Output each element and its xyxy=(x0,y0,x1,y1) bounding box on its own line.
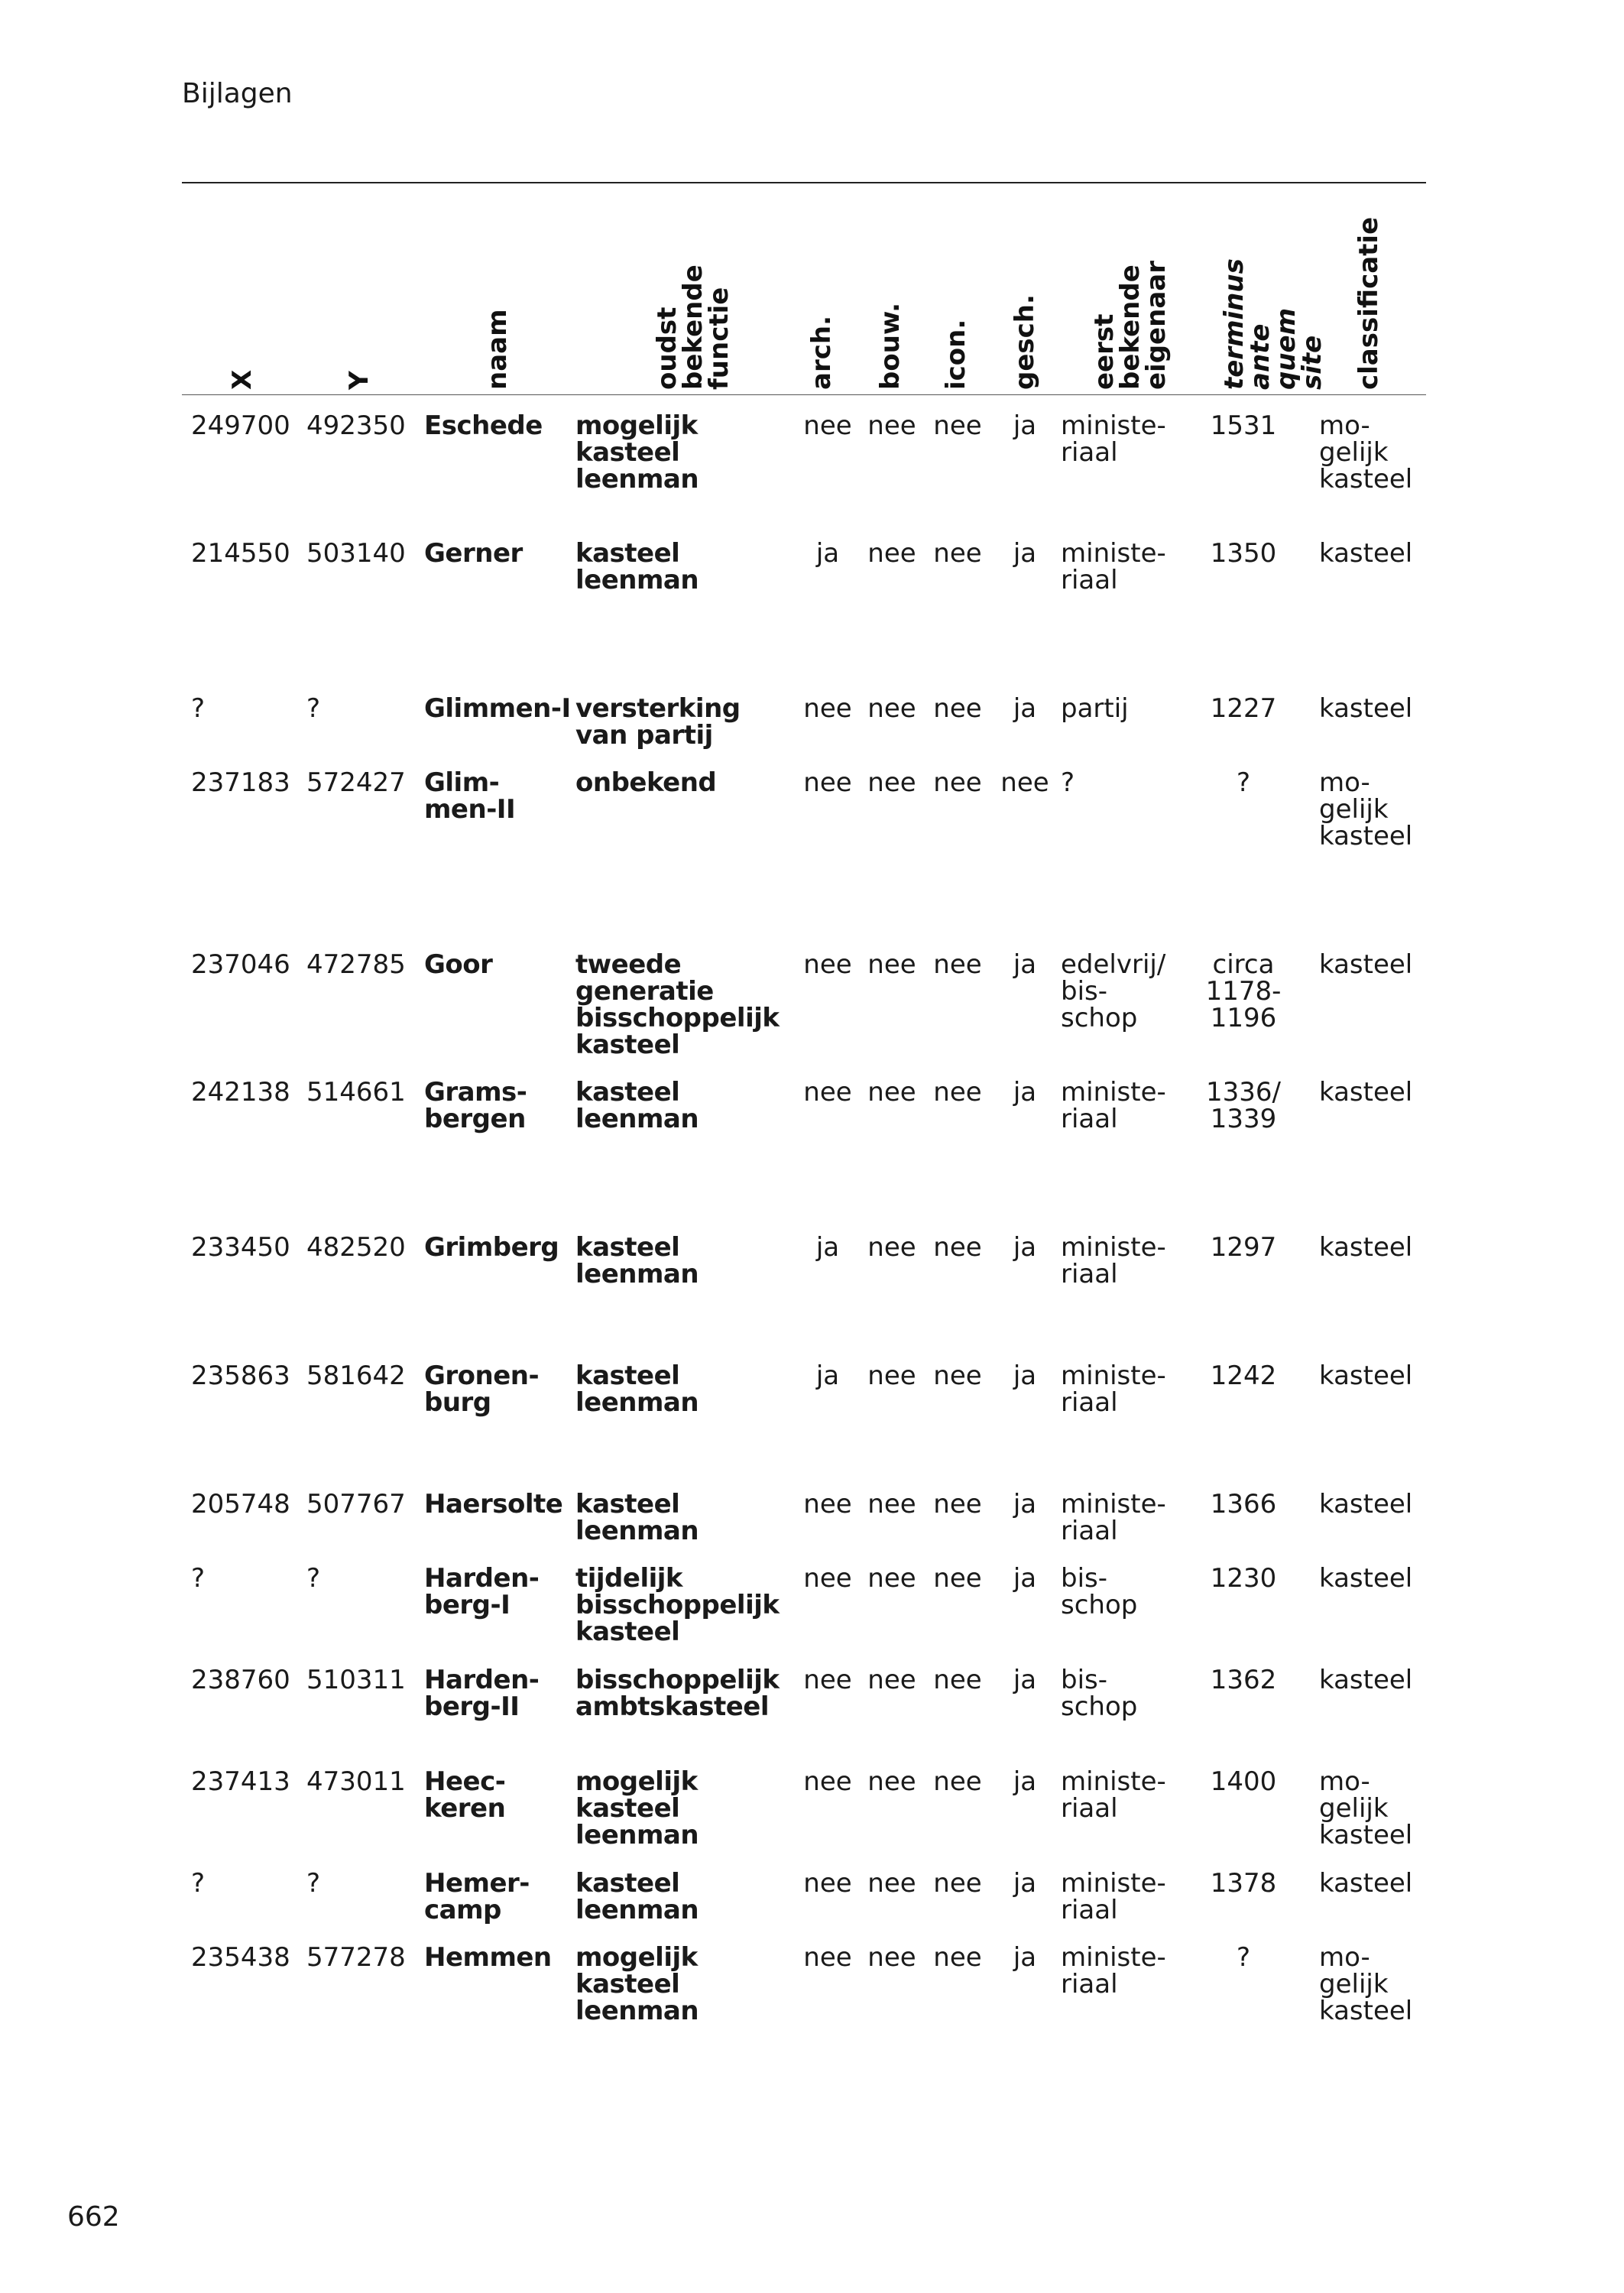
cell-y: 503140 xyxy=(306,538,406,569)
cell-naam: Haersolte xyxy=(424,1489,563,1519)
cell-eigenaar: ministe- riaal xyxy=(1061,1942,1166,1999)
cell-functie: kasteel leenman xyxy=(575,1489,699,1546)
header-bouw: bouw. xyxy=(875,302,906,390)
cell-eigenaar: ministe- riaal xyxy=(1061,1489,1166,1546)
cell-eigenaar: ministe- riaal xyxy=(1061,538,1166,595)
header-gesch-cell xyxy=(1012,190,1073,390)
header-y-cell xyxy=(346,190,407,390)
cell-taq: ? xyxy=(1236,767,1251,798)
cell-taq: 1531 xyxy=(1210,410,1277,441)
cell-x: ? xyxy=(191,1868,206,1899)
cell-arch: nee xyxy=(803,949,852,980)
cell-y: 510311 xyxy=(306,1665,406,1695)
cell-x: 237046 xyxy=(191,949,290,980)
cell-icon: nee xyxy=(933,1563,982,1594)
cell-arch: nee xyxy=(803,410,852,441)
cell-y: 472785 xyxy=(306,949,406,980)
cell-eigenaar: bis- schop xyxy=(1061,1563,1138,1620)
cell-taq: circa 1178- 1196 xyxy=(1205,949,1282,1033)
cell-y: 473011 xyxy=(306,1766,406,1797)
cell-y: ? xyxy=(306,1868,321,1899)
cell-eigenaar: ministe- riaal xyxy=(1061,1232,1166,1289)
header-gesch: gesch. xyxy=(1010,294,1040,390)
cell-x: 249700 xyxy=(191,410,290,441)
cell-functie: tijdelijk bisschoppelijk kasteel xyxy=(575,1563,780,1647)
header-functie-cell xyxy=(652,190,734,390)
cell-eigenaar: ? xyxy=(1061,767,1075,798)
cell-bouw: nee xyxy=(867,1766,916,1797)
cell-y: 507767 xyxy=(306,1489,406,1519)
cell-x: 205748 xyxy=(191,1489,290,1519)
cell-taq: 1227 xyxy=(1210,693,1277,724)
cell-x: 214550 xyxy=(191,538,290,569)
cell-x: 242138 xyxy=(191,1077,290,1108)
cell-functie: kasteel leenman xyxy=(575,1077,699,1134)
cell-bouw: nee xyxy=(867,1563,916,1594)
cell-functie: mogelijk kasteel leenman xyxy=(575,1766,699,1850)
cell-x: 237183 xyxy=(191,767,290,798)
header-arch-cell xyxy=(806,190,870,390)
header-taq: terminus ante quem site xyxy=(1219,258,1327,390)
page-number: 662 xyxy=(67,2201,120,2233)
header-classificatie-cell xyxy=(1353,190,1417,390)
cell-eigenaar: partij xyxy=(1061,693,1129,724)
cell-naam: Grams- bergen xyxy=(424,1077,527,1134)
cell-naam: Glimmen-I xyxy=(424,693,571,724)
cell-eigenaar: ministe- riaal xyxy=(1061,410,1166,468)
cell-taq: ? xyxy=(1236,1942,1251,1973)
cell-classificatie: mo- gelijk kasteel xyxy=(1319,1942,1413,2026)
cell-bouw: nee xyxy=(867,1232,916,1263)
cell-naam: Harden- berg-II xyxy=(424,1665,540,1722)
cell-x: 237413 xyxy=(191,1766,290,1797)
cell-naam: Hemmen xyxy=(424,1942,552,1973)
header-classificatie: classificatie xyxy=(1353,216,1384,390)
cell-eigenaar: edelvrij/ bis- schop xyxy=(1061,949,1166,1033)
cell-naam: Gerner xyxy=(424,538,523,569)
cell-icon: nee xyxy=(933,1665,982,1695)
cell-naam: Heec- keren xyxy=(424,1766,506,1824)
cell-classificatie: kasteel xyxy=(1319,1665,1413,1695)
cell-taq: 1242 xyxy=(1210,1361,1277,1391)
cell-bouw: nee xyxy=(867,1868,916,1899)
cell-classificatie: mo- gelijk kasteel xyxy=(1319,767,1413,851)
cell-taq: 1336/ 1339 xyxy=(1206,1077,1281,1134)
cell-icon: nee xyxy=(933,1077,982,1108)
cell-gesch: ja xyxy=(1013,1766,1037,1797)
header-y: Y xyxy=(344,371,374,390)
cell-classificatie: kasteel xyxy=(1319,1077,1413,1108)
cell-bouw: nee xyxy=(867,1942,916,1973)
cell-icon: nee xyxy=(933,1232,982,1263)
cell-arch: nee xyxy=(803,1766,852,1797)
header-arch: arch. xyxy=(806,316,837,390)
cell-naam: Hemer- camp xyxy=(424,1868,530,1925)
cell-icon: nee xyxy=(933,1489,982,1519)
cell-arch: nee xyxy=(803,1868,852,1899)
cell-functie: kasteel leenman xyxy=(575,1361,699,1418)
cell-functie: onbekend xyxy=(575,767,717,798)
cell-bouw: nee xyxy=(867,767,916,798)
cell-x: 235863 xyxy=(191,1361,290,1391)
cell-arch: nee xyxy=(803,1665,852,1695)
cell-taq: 1366 xyxy=(1210,1489,1277,1519)
cell-y: 492350 xyxy=(306,410,406,441)
cell-gesch: ja xyxy=(1013,1232,1037,1263)
cell-taq: 1400 xyxy=(1210,1766,1277,1797)
cell-functie: kasteel leenman xyxy=(575,538,699,595)
header-functie: oudst bekende functie xyxy=(652,264,734,390)
cell-functie: mogelijk kasteel leenman xyxy=(575,1942,699,2026)
header-naam: naam xyxy=(482,309,513,390)
table-header-rule xyxy=(182,394,1426,395)
cell-icon: nee xyxy=(933,538,982,569)
cell-classificatie: kasteel xyxy=(1319,538,1413,569)
cell-gesch: ja xyxy=(1013,1489,1037,1519)
cell-y: ? xyxy=(306,693,321,724)
cell-naam: Harden- berg-I xyxy=(424,1563,540,1620)
cell-functie: kasteel leenman xyxy=(575,1232,699,1289)
cell-arch: nee xyxy=(803,1563,852,1594)
cell-arch: ja xyxy=(815,1232,840,1263)
cell-classificatie: kasteel xyxy=(1319,1361,1413,1391)
cell-y: 572427 xyxy=(306,767,406,798)
cell-gesch: ja xyxy=(1013,693,1037,724)
cell-icon: nee xyxy=(933,1361,982,1391)
cell-taq: 1350 xyxy=(1210,538,1277,569)
cell-classificatie: kasteel xyxy=(1319,1868,1413,1899)
cell-classificatie: kasteel xyxy=(1319,1232,1413,1263)
cell-gesch: nee xyxy=(1000,767,1049,798)
cell-gesch: ja xyxy=(1013,538,1037,569)
cell-gesch: ja xyxy=(1013,1563,1037,1594)
cell-taq: 1362 xyxy=(1210,1665,1277,1695)
header-x-cell xyxy=(229,190,290,390)
cell-y: 577278 xyxy=(306,1942,406,1973)
cell-taq: 1378 xyxy=(1210,1868,1277,1899)
cell-bouw: nee xyxy=(867,1077,916,1108)
cell-x: ? xyxy=(191,1563,206,1594)
cell-arch: nee xyxy=(803,767,852,798)
cell-icon: nee xyxy=(933,1766,982,1797)
cell-gesch: ja xyxy=(1013,1077,1037,1108)
cell-bouw: nee xyxy=(867,1489,916,1519)
cell-eigenaar: ministe- riaal xyxy=(1061,1868,1166,1925)
cell-bouw: nee xyxy=(867,538,916,569)
cell-eigenaar: bis- schop xyxy=(1061,1665,1138,1722)
cell-bouw: nee xyxy=(867,1665,916,1695)
header-taq-cell xyxy=(1219,190,1327,390)
cell-x: 233450 xyxy=(191,1232,290,1263)
cell-bouw: nee xyxy=(867,410,916,441)
header-eigenaar-cell xyxy=(1089,190,1172,390)
cell-functie: kasteel leenman xyxy=(575,1868,699,1925)
cell-bouw: nee xyxy=(867,949,916,980)
cell-eigenaar: ministe- riaal xyxy=(1061,1077,1166,1134)
cell-classificatie: kasteel xyxy=(1319,693,1413,724)
header-naam-cell xyxy=(482,190,546,390)
cell-bouw: nee xyxy=(867,1361,916,1391)
cell-gesch: ja xyxy=(1013,1868,1037,1899)
cell-classificatie: kasteel xyxy=(1319,1489,1413,1519)
header-x: X xyxy=(227,369,258,390)
cell-naam: Eschede xyxy=(424,410,543,441)
cell-arch: ja xyxy=(815,1361,840,1391)
cell-gesch: ja xyxy=(1013,1942,1037,1973)
cell-icon: nee xyxy=(933,693,982,724)
cell-x: 238760 xyxy=(191,1665,290,1695)
cell-naam: Goor xyxy=(424,949,493,980)
cell-y: 482520 xyxy=(306,1232,406,1263)
cell-classificatie: mo- gelijk kasteel xyxy=(1319,410,1413,495)
cell-arch: ja xyxy=(815,538,840,569)
cell-naam: Glim- men-II xyxy=(424,767,516,825)
cell-icon: nee xyxy=(933,410,982,441)
cell-icon: nee xyxy=(933,949,982,980)
running-head: Bijlagen xyxy=(182,78,293,109)
cell-classificatie: mo- gelijk kasteel xyxy=(1319,1766,1413,1850)
cell-eigenaar: ministe- riaal xyxy=(1061,1361,1166,1418)
header-bouw-cell xyxy=(877,190,938,390)
cell-naam: Gronen- burg xyxy=(424,1361,540,1418)
cell-gesch: ja xyxy=(1013,949,1037,980)
cell-gesch: ja xyxy=(1013,1361,1037,1391)
cell-arch: nee xyxy=(803,1489,852,1519)
cell-taq: 1230 xyxy=(1210,1563,1277,1594)
cell-gesch: ja xyxy=(1013,410,1037,441)
cell-icon: nee xyxy=(933,1868,982,1899)
cell-functie: versterking van partij xyxy=(575,693,741,751)
cell-bouw: nee xyxy=(867,693,916,724)
cell-classificatie: kasteel xyxy=(1319,949,1413,980)
header-eigenaar: eerst bekende eigenaar xyxy=(1089,261,1172,390)
cell-functie: mogelijk kasteel leenman xyxy=(575,410,699,495)
table-top-rule xyxy=(182,182,1426,183)
cell-functie: tweede generatie bisschoppelijk kasteel xyxy=(575,949,780,1060)
cell-arch: nee xyxy=(803,1942,852,1973)
cell-x: ? xyxy=(191,693,206,724)
cell-y: 581642 xyxy=(306,1361,406,1391)
header-icon-cell xyxy=(943,190,1004,390)
cell-naam: Grimberg xyxy=(424,1232,559,1263)
header-icon: icon. xyxy=(941,319,971,390)
cell-y: ? xyxy=(306,1563,321,1594)
cell-eigenaar: ministe- riaal xyxy=(1061,1766,1166,1824)
cell-icon: nee xyxy=(933,1942,982,1973)
cell-arch: nee xyxy=(803,693,852,724)
cell-arch: nee xyxy=(803,1077,852,1108)
cell-taq: 1297 xyxy=(1210,1232,1277,1263)
cell-x: 235438 xyxy=(191,1942,290,1973)
cell-functie: bisschoppelijk ambtskasteel xyxy=(575,1665,780,1722)
cell-gesch: ja xyxy=(1013,1665,1037,1695)
cell-icon: nee xyxy=(933,767,982,798)
cell-classificatie: kasteel xyxy=(1319,1563,1413,1594)
cell-y: 514661 xyxy=(306,1077,406,1108)
